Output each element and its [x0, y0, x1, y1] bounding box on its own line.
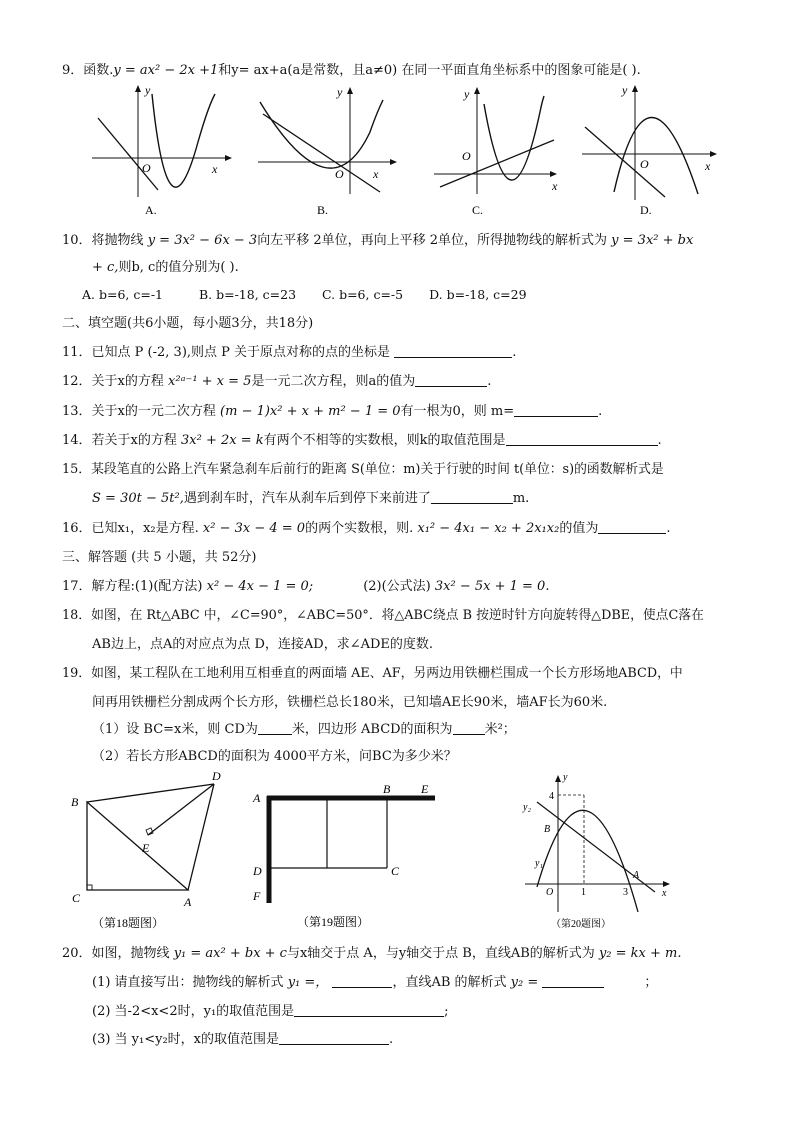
- q10-choice-c: C. b=6, c=-5: [322, 287, 404, 302]
- fig19-label-c: C: [391, 864, 400, 878]
- q13-number: 13．: [62, 404, 92, 419]
- q20-equation-2: y₂ = kx + m.: [598, 946, 682, 961]
- q15-number: 15．: [62, 462, 92, 477]
- q17-equation-2: 3x² − 5x + 1 = 0.: [434, 579, 550, 594]
- q9d-axis-x-label: x: [705, 159, 711, 173]
- q20-sub1-text-b: ，直线AB 的解析式: [392, 975, 507, 990]
- q9-text-a: 函数.: [83, 63, 114, 78]
- q9d-origin-label: O: [640, 157, 649, 171]
- q19-sub-1: [92, 721, 516, 739]
- q20-sub1-eq2: y₂ =: [510, 975, 539, 990]
- q20-line: [62, 945, 681, 963]
- q18-text-1: 如图，在 Rt△ABC 中，∠C=90°，∠ABC=50°．将△ABC绕点 B 按逆时针方向旋转得△DBE，使点C落在: [91, 608, 704, 623]
- q16-text-a: 已知x₁，x₂是方程.: [91, 521, 199, 536]
- q9c-axis-y-label: y: [464, 87, 470, 101]
- fig18-label-e: E: [142, 841, 150, 855]
- q9b-origin-label: O: [335, 167, 344, 181]
- fig19-label-b: B: [383, 782, 391, 796]
- q20-sub3-text: (3) 当 y₁<y₂时，x的取值范围是: [92, 1032, 280, 1047]
- q20-sub1-eq1: y₁ =，: [287, 975, 329, 990]
- fig20-label-b: B: [544, 824, 551, 835]
- q10-choices: [82, 286, 527, 304]
- fig20-label-y1: y₁: [535, 858, 543, 869]
- q20-sub2-end: ;: [444, 1004, 449, 1019]
- q10-choice-a: A. b=6, c=-1: [82, 287, 163, 302]
- fig20-label-a: A: [633, 870, 640, 881]
- q20-range-blank[interactable]: [294, 1004, 444, 1017]
- figure-20: [515, 772, 675, 932]
- q14-text-a: 若关于x的方程: [91, 433, 177, 448]
- q15-text-b: 遇到刹车时，汽车从刹车后到停下来前进了: [183, 491, 431, 506]
- q15-line-1: [62, 461, 664, 479]
- q14-equation: 3x² + 2x = k: [181, 433, 264, 448]
- fig20-caption: （第20题图）: [551, 919, 611, 930]
- fig19-label-d: D: [253, 864, 262, 878]
- q9b-axis-y-label: y: [337, 85, 343, 99]
- fig20-tick-3: 3: [623, 887, 628, 898]
- fig19-caption: （第19题图）: [297, 915, 370, 929]
- q10-line-2: [92, 259, 239, 277]
- q14-line: [62, 432, 662, 450]
- q16-answer-blank[interactable]: [598, 521, 666, 534]
- q16-equation-1: x² − 3x − 4 = 0: [202, 521, 306, 536]
- q9c-axis-x-label: x: [552, 179, 558, 193]
- q9-equation: y = ax² − 2x +1: [113, 63, 219, 78]
- q20-line-blank[interactable]: [542, 975, 604, 988]
- q9-graph-a: [90, 82, 240, 217]
- fig18-label-a: A: [184, 895, 192, 909]
- q11-text: 已知点 P (-2, 3),则点 P 关于原点对称的点的坐标是: [91, 345, 391, 360]
- q9b-axis-x-label: x: [373, 167, 379, 181]
- q10-text-c: 则b, c的值分别为( ).: [118, 260, 239, 275]
- q16-equation-2: x₁² − 4x₁ − x₂ + 2x₁x₂: [417, 521, 560, 536]
- q16-line: [62, 520, 670, 538]
- q15-equation: S = 30t − 5t²,: [92, 491, 184, 506]
- q11-answer-blank[interactable]: [394, 345, 512, 358]
- q16-text-b: 的两个实数根，则.: [305, 521, 414, 536]
- q9-line: [62, 62, 641, 80]
- q9-option-d: D.: [640, 203, 652, 217]
- fig18-label-d: D: [212, 769, 221, 783]
- q10-equation-2: y = 3x² + bx: [611, 233, 694, 248]
- q10-choice-d: D. b=-18, c=29: [429, 287, 527, 302]
- fig20-axis-x-label: x: [662, 888, 667, 899]
- q10-text-a: 将抛物线: [91, 233, 144, 248]
- q20-sub2-text: (2) 当-2<x<2时，y₁的取值范围是: [92, 1004, 295, 1019]
- q18-number: 18．: [62, 608, 92, 623]
- q16-text-c: 的值为: [559, 521, 599, 536]
- q9-option-a: A.: [145, 203, 157, 217]
- q19-text-1: 如图，某工程队在工地利用互相垂直的两面墙 AE、AF，另两边用铁栅栏围成一个长方形场地ABCD，中: [91, 666, 683, 681]
- q13-text-b: 有一根为0，则 m=: [400, 404, 515, 419]
- q12-text-a: 关于x的方程: [91, 374, 164, 389]
- q20-equation-1: y₁ = ax² + bx + c: [173, 946, 287, 961]
- fig18-caption: （第18题图）: [92, 916, 165, 930]
- q13-answer-blank[interactable]: [514, 404, 598, 417]
- q19-cd-blank[interactable]: [258, 722, 292, 735]
- q13-line: [62, 403, 602, 421]
- fig19-label-e: E: [421, 782, 429, 796]
- q15-answer-blank[interactable]: [431, 491, 513, 504]
- q11-end: .: [512, 345, 517, 360]
- q13-end: .: [598, 404, 603, 419]
- q19-line-1: [62, 665, 683, 683]
- fig20-axis-y-label: y: [563, 772, 568, 783]
- q9c-origin-label: O: [462, 149, 471, 163]
- q20-sub-1: [92, 974, 657, 992]
- q9-number: 9．: [62, 63, 84, 78]
- q18-line-1: [62, 607, 704, 625]
- q9-graph-c: [432, 82, 582, 217]
- q12-answer-blank[interactable]: [415, 374, 487, 387]
- q20-text-a: 如图，抛物线: [91, 946, 170, 961]
- q12-number: 12．: [62, 374, 92, 389]
- q19-sub-2: （2）若长方形ABCD的面积为 4000平方米，问BC为多少米？: [92, 749, 457, 764]
- q10-number: 10．: [62, 233, 92, 248]
- fig18-label-b: B: [71, 795, 79, 809]
- q20-sub-3: [92, 1031, 393, 1049]
- q10-line-1: [62, 232, 693, 250]
- q15-end: m.: [512, 491, 530, 506]
- q13-text-a: 关于x的一元二次方程: [91, 404, 216, 419]
- q20-sub1-end: ；: [644, 975, 658, 990]
- figure-19: [245, 778, 445, 933]
- q10-equation-1: y = 3x² − 6x − 3: [147, 233, 258, 248]
- q12-equation: x²ᵃ⁻¹ + x = 5: [168, 374, 252, 389]
- fig19-label-f: F: [253, 889, 261, 903]
- q17-text-a: 解方程:(1)(配方法): [91, 579, 203, 594]
- q10-text-b: 向左平移 2单位，再向上平移 2单位，所得抛物线的解析式为: [257, 233, 608, 248]
- q9-graph-b: [255, 82, 405, 217]
- q14-answer-blank[interactable]: [506, 433, 658, 446]
- q9a-axis-x-label: x: [212, 162, 218, 176]
- q13-equation: (m − 1)x² + x + m² − 1 = 0: [220, 404, 401, 419]
- figure-18: [62, 769, 242, 932]
- fig20-label-o: O: [546, 887, 554, 898]
- fig18-label-c: C: [72, 891, 81, 905]
- fig20-tick-4: 4: [549, 791, 554, 802]
- q10-choice-b: B. b=-18, c=23: [198, 287, 297, 302]
- q10-equation-3: + c,: [92, 260, 119, 275]
- q9-option-c: C.: [472, 203, 484, 217]
- q20-number: 20．: [62, 946, 92, 961]
- q14-text-b: 有两个不相等的实数根，则k的取值范围是: [263, 433, 506, 448]
- q9-option-b: B.: [317, 203, 329, 217]
- q16-number: 16．: [62, 521, 92, 536]
- q20-parabola-blank[interactable]: [332, 975, 392, 988]
- q9a-origin-label: O: [142, 161, 151, 175]
- q12-text-b: 是一元二次方程，则a的值为: [251, 374, 416, 389]
- q12-end: .: [487, 374, 492, 389]
- q12-line: [62, 373, 491, 391]
- q9a-axis-y-label: y: [145, 83, 151, 97]
- q20-text-b: 与x轴交于点 A，与y轴交于点 B，直线AB的解析式为: [286, 946, 595, 961]
- q14-end: .: [657, 433, 662, 448]
- q11-line: [62, 344, 516, 362]
- q17-text-b: (2)(公式法): [363, 579, 431, 594]
- q20-sub1-text-a: (1) 请直接写出：抛物线的解析式: [92, 975, 284, 990]
- q20-x-range-blank[interactable]: [279, 1032, 389, 1045]
- q17-number: 17．: [62, 579, 92, 594]
- q19-sub1-text-b: 米，四边形 ABCD的面积为: [291, 722, 453, 737]
- q17-line: [62, 578, 549, 596]
- q9-graph-d: [580, 82, 730, 217]
- section-3-heading: 三、解答题 (共 5 小题，共 52分): [62, 550, 257, 565]
- q19-line-2: 间再用铁栅栏分割成两个长方形，铁栅栏总长180米，已知墙AE长90米，墙AF长为60米.: [92, 695, 608, 710]
- q9-text-b: 和y= ax+a(a是常数，且a≠0) 在同一平面直角坐标系中的图象可能是( ).: [218, 63, 641, 78]
- fig20-label-y2: y₂: [523, 802, 531, 813]
- section-2-heading: 二、填空题(共6小题，每小题3分，共18分): [62, 316, 314, 331]
- q11-number: 11．: [62, 345, 92, 360]
- q19-number: 19．: [62, 666, 92, 681]
- fig20-tick-1: 1: [581, 887, 586, 898]
- q20-sub3-end: .: [389, 1032, 394, 1047]
- q18-line-2: AB边上，点A的对应点为点 D，连接AD，求∠ADE的度数.: [92, 637, 434, 652]
- q16-end: .: [666, 521, 671, 536]
- q15-text-a: 某段笔直的公路上汽车紧急刹车后前行的距离 S(单位：m)关于行驶的时间 t(单位：s)的函数解析式是: [91, 462, 664, 477]
- q17-equation-1: x² − 4x − 1 = 0;: [206, 579, 314, 594]
- q14-number: 14．: [62, 433, 92, 448]
- q9d-axis-y-label: y: [622, 83, 628, 97]
- fig19-label-a: A: [253, 791, 261, 805]
- q19-sub1-text-a: （1）设 BC=x米，则 CD为: [92, 722, 258, 737]
- q19-area-blank[interactable]: [453, 722, 485, 735]
- q15-line-2: [92, 490, 529, 508]
- q19-sub1-text-c: 米²；: [484, 722, 516, 737]
- q20-sub-2: [92, 1003, 449, 1021]
